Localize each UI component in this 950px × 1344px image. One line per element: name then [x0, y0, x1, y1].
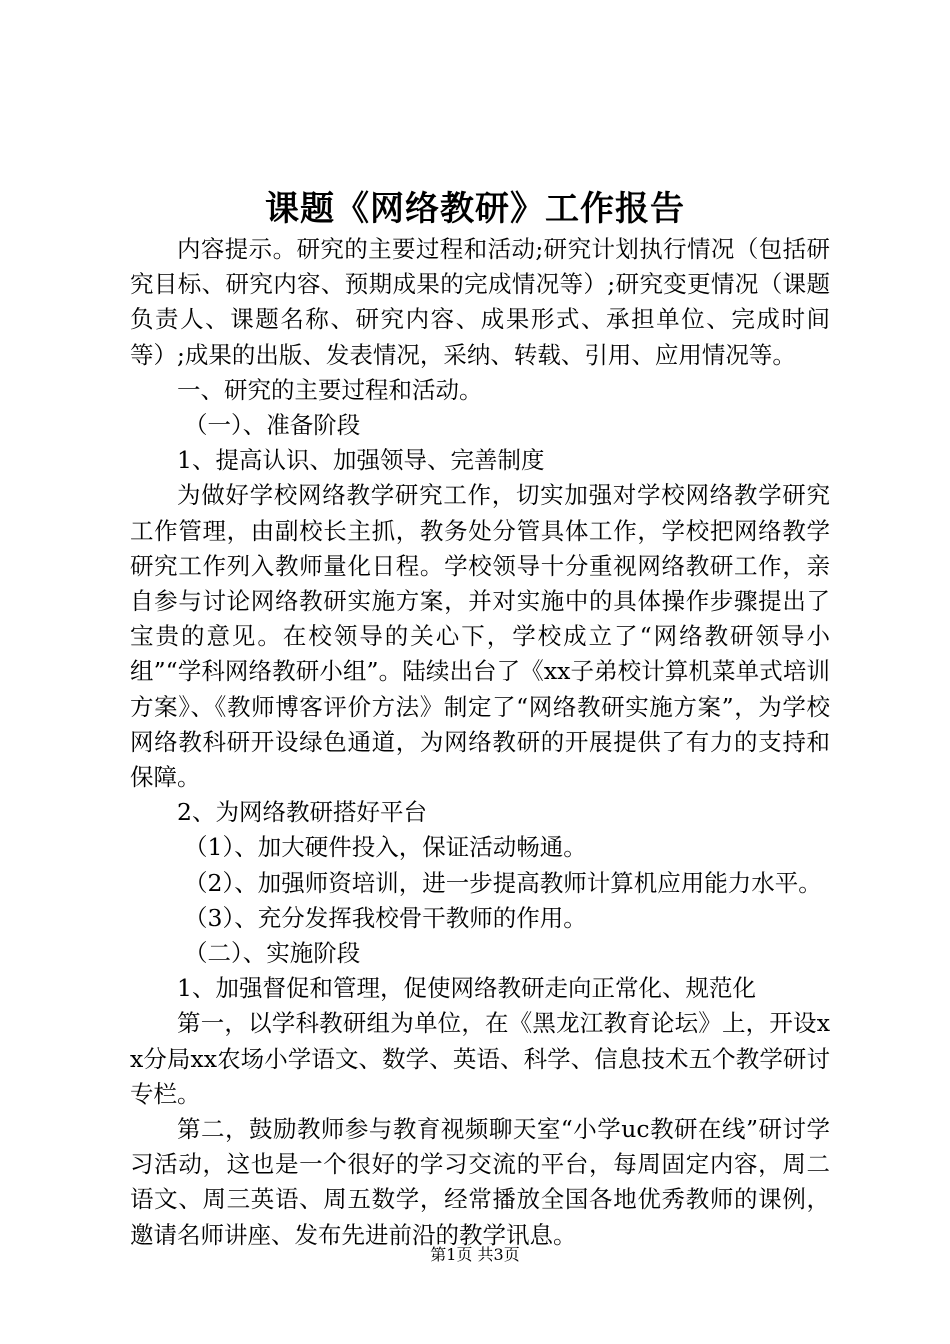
heading-stage-preparation: （一）、准备阶段	[184, 411, 361, 440]
paragraph-first: 第一，以学科教研组为单位，在《黑龙江教育论坛》上，开设xx分局xx农场小学语文、数学、英语、科学、信息技术五个教学研讨专栏。	[130, 1009, 830, 1108]
list-item-hardware: （1）、加大硬件投入，保证活动畅通。	[184, 833, 587, 862]
heading-item-1: 1、提高认识、加强领导、完善制度	[177, 446, 545, 475]
paragraph-summary: 内容提示。研究的主要过程和活动;研究计划执行情况（包括研究目标、研究内容、预期成果的完成情况等）;研究变更情况（课题负责人、课题名称、研究内容、成果形式、承担单位、完成时间等）;成果的出版、发表情况，采纳、转载、引用、应用情况等。	[130, 235, 830, 369]
list-item-backbone-teachers: （3）、充分发挥我校骨干教师的作用。	[184, 903, 587, 932]
document-body	[130, 232, 830, 1253]
page-footer: 第1页 共3页	[430, 1245, 520, 1264]
heading-item-2: 2、为网络教研搭好平台	[177, 798, 427, 827]
paragraph-preparation-detail: 为做好学校网络教学研究工作，切实加强对学校网络教学研究工作管理，由副校长主抓，教务处分管具体工作，学校把网络教学研究工作列入教师量化日程。学校领导十分重视网络教研工作，亲自参与讨论网络教研实施方案，并对实施中的具体操作步骤提出了宝贵的意见。在校领导的关心下，学校成立了“网络教研领导小组”“学科网络教研小组”。陆续出台了《xx子弟校计算机菜单式培训方案》、《教师博客评价方法》制定了“网络教研实施方案”，为学校网络教科研开设绿色通道，为网络教研的开展提供了有力的支持和保障。	[130, 481, 830, 792]
heading-stage-implementation: （二）、实施阶段	[184, 939, 361, 968]
heading-implementation-item-1: 1、加强督促和管理，促使网络教研走向正常化、规范化	[177, 974, 756, 1003]
heading-section-1: 一、研究的主要过程和活动。	[177, 375, 483, 404]
paragraph-second: 第二，鼓励教师参与教育视频聊天室“小学uc教研在线”研讨学习活动，这也是一个很好的学习交流的平台，每周固定内容，周二语文、周三英语、周五数学，经常播放全国各地优秀教师的课例，邀请名师讲座、发布先进前沿的教学讯息。	[130, 1115, 830, 1249]
document-title: 课题《网络教研》工作报告	[265, 189, 685, 229]
list-item-training: （2）、加强师资培训，进一步提高教师计算机应用能力水平。	[184, 868, 822, 897]
